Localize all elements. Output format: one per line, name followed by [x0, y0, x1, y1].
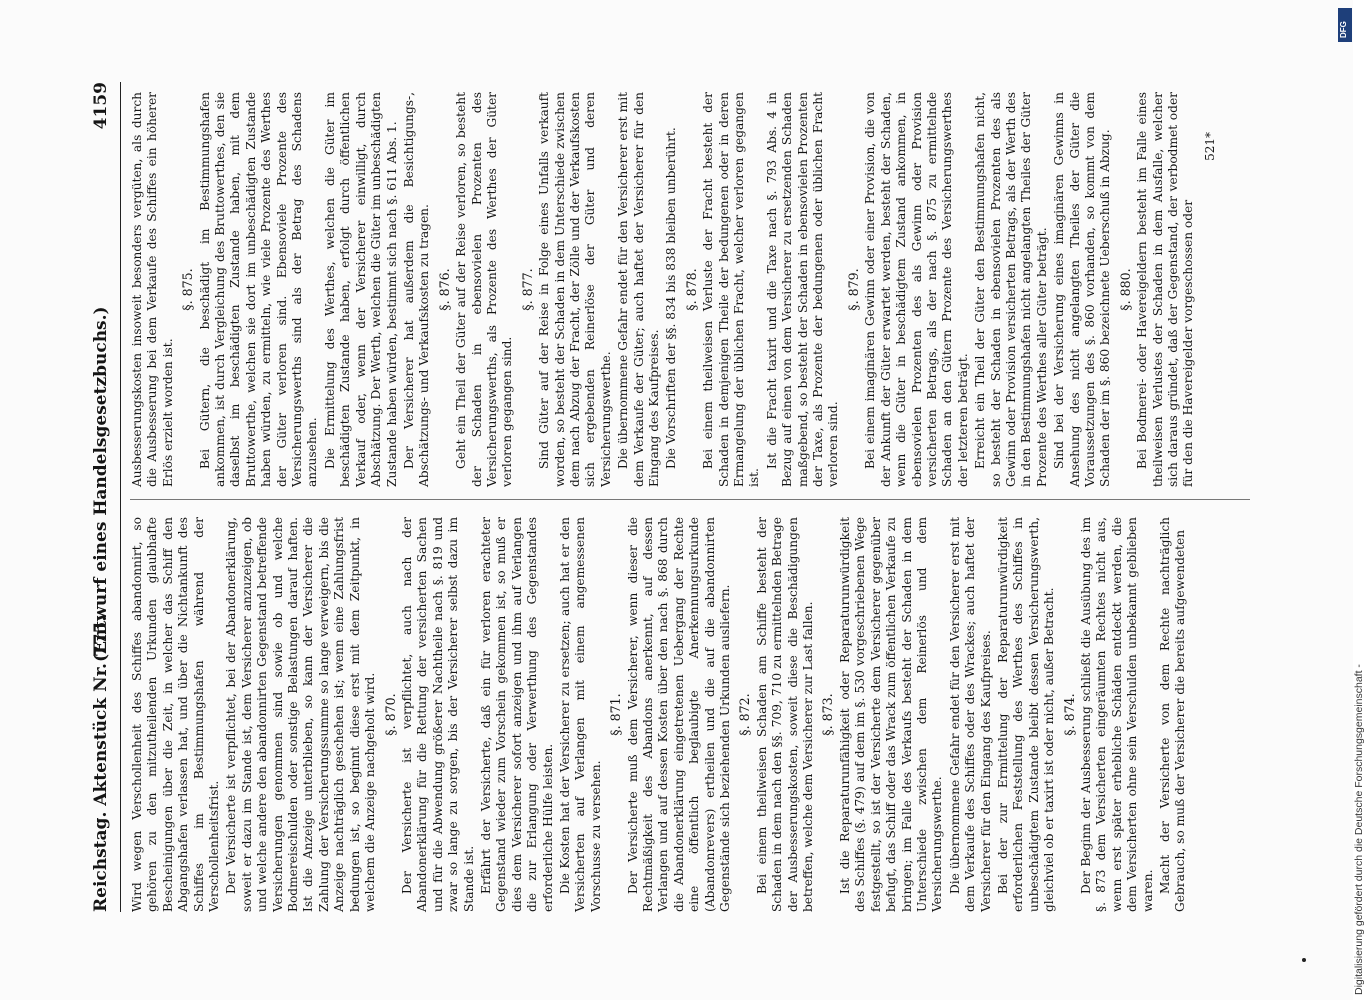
- paragraph: Bei einem theilweisen Verluste der Fracht besteht der Schaden in demjenigen Theile der bedungenen oder in deren Ermangelung der üblichen Fracht, welcher verloren gegangen ist.: [701, 92, 762, 487]
- scan-speck: [1302, 958, 1306, 962]
- column-divider: [130, 499, 1250, 500]
- paragraph: Die übernommene Gefahr endet für den Versicherer erst mit dem Verkaufe des Schiffes oder des Wrackes; auch haftet der Versicherer für den Eingang des Kaufpreises.: [947, 517, 993, 912]
- page-header: [90, 82, 130, 912]
- paragraph: Bei einem imaginären Gewinn oder einer Provision, die von der Ankunft der Güter erwartet werden, besteht der Schaden, wenn die Güter in beschädigtem Zustand ankommen, in ebensovielen Prozenten des als Gewinn oder Provision versicherten Betrags, als der nach §. 875 zu ermittelnde Schaden an den Gütern Prozente des Versicherungswerthes der letzteren beträgt.: [863, 92, 970, 487]
- section-heading: §. 875.: [180, 268, 196, 311]
- paragraph: Bei einem theilweisen Schaden am Schiffe besteht der Schaden in dem nach den §§. 709, 710 zu ermittelnden Betrage der Ausbesserungskosten, soweit diese die Beschädigungen betreffen, welche dem Versicherer zur Last fallen.: [754, 517, 816, 912]
- header-page-number: 4159: [91, 82, 111, 130]
- paragraph: Macht der Versicherte von dem Rechte nachträglich Gebrauch, so muß der Versicherer die bereits aufgewendeten: [1158, 517, 1188, 912]
- section-heading: §. 876.: [436, 268, 452, 311]
- section-heading: §. 879.: [845, 268, 861, 311]
- section-heading: §. 871.: [608, 693, 624, 736]
- digitization-sidebar: [1338, 20, 1365, 995]
- paragraph: Ist die Fracht taxirt und die Taxe nach §. 793 Abs. 4 in Bezug auf einen von dem Versicherer zu ersetzenden Schaden maßgebend, so besteht der Schaden in ebensovielen Prozenten der Taxe, als Prozente der bedungenen oder üblichen Fracht verloren sind.: [764, 92, 841, 487]
- section-heading: §. 874.: [1061, 693, 1077, 736]
- paragraph: Die Kosten hat der Versicherer zu ersetzen; auch hat er den Versicherten auf Verlangen mit einem angemessenen Vorschusse zu versehen.: [557, 517, 603, 912]
- section-heading: §. 870.: [382, 693, 398, 736]
- section-heading: §. 872.: [737, 693, 753, 736]
- digitization-credit: Digitalisierung gefördert durch die Deutsche Forschungsgemeinschaft -: [1353, 664, 1365, 995]
- paragraph: Erfährt der Versicherte, daß ein für verloren erachteter Gegenstand wieder zum Vorschein gekommen ist, so muß er dies dem Versicherer sofort anzeigen und ihm auf Verlangen die zur Erlangung oder Verwerthung des Gegenstandes erforderliche Hülfe leisten.: [478, 517, 555, 912]
- left-text-column: [130, 517, 1270, 912]
- header-document-title: (Entwurf eines Handelsgesetzbuchs.): [91, 306, 111, 662]
- paragraph: Geht ein Theil der Güter auf der Reise verloren, so besteht der Schaden in ebensovielen Prozenten des Versicherungswerths, als Prozente des Werthes der Güter verloren gegangen sind.: [454, 92, 515, 487]
- section-heading: §. 880.: [1117, 268, 1133, 311]
- paragraph: Bei der zur Ermittelung der Reparaturunwürdigkeit erforderlichen Feststellung des Werthes des Schiffes in unbeschädigtem Zustande bleibt dessen Versicherungswerth, gleichviel ob er taxirt ist oder nicht, außer Betracht.: [995, 517, 1057, 912]
- paragraph: Sind Güter auf der Reise in Folge eines Unfalls verkauft worden, so besteht der Schaden in dem Unterschiede zwischen dem nach Abzug der Fracht, der Zölle und der Verkaufskosten sich ergebenden Reinerlöse der Güter und deren Versicherungswerthe.: [537, 92, 613, 487]
- paragraph: Die Vorschriften der §§. 834 bis 838 bleiben unberührt.: [664, 127, 679, 469]
- paragraph: Bei Gütern, die beschädigt im Bestimmungshafen ankommen, ist durch Vergleichung des Bruttowerthes, den sie daselbst im beschädigten Zustande haben, mit dem Bruttowerthe, welchen sie dort im unbeschädigten Zustande haben würden, zu ermitteln, wie viele Prozente des Werthes der Güter verloren sind. Ebensoviele Prozente des Versicherungswerths sind als der Betrag des Schadens anzusehen.: [197, 92, 320, 487]
- section-heading: §. 877.: [519, 268, 535, 311]
- section-heading: §. 873.: [820, 693, 836, 736]
- paragraph: Der Beginn der Ausbesserung schließt die Ausübung des im §. 873 dem Versicherten eingeräumten Rechtes nicht aus, wenn erst später erhebliche Schäden entdeckt werden, die dem Versicherten ohne sein Verschulden unbekannt geblieben waren.: [1078, 517, 1155, 912]
- paragraph: Wird wegen Verschollenheit des Schiffes abandonnirt, so gehören zu den mitzutheilenden Urkunden glaubhafte Bescheinigungen über die Zeit, in welcher das Schiff den Abgangshafen verlassen hat, und über die Nichtankunft des Schiffes im Bestimmungshafen während der Verschollenheitsfrist.: [130, 517, 222, 912]
- paragraph: Sind bei der Versicherung eines imaginären Gewinns in Ansehung des nicht angelangten Theiles der Güter die Voraussetzungen des §. 860 vorhanden, so kommt von dem Schaden der im §. 860 bezeichnete Ueberschuß in Abzug.: [1052, 92, 1113, 487]
- header-rule: [120, 82, 121, 912]
- paragraph: Die Ermittelung des Werthes, welchen die Güter im beschädigten Zustande haben, erfolgt durch öffentlichen Verkauf oder, wenn der Versicherer einwilligt, durch Abschätzung. Der Werth, welchen die Güter im unbeschädigten Zustande haben würden, bestimmt sich nach §. 611 Abs. 1.: [322, 92, 399, 487]
- header-publication: Reichstag. Aktenstück Nr. 775.: [91, 615, 111, 912]
- paragraph: Erreicht ein Theil der Güter den Bestimmungshafen nicht, so besteht der Schaden in ebensovielen Prozenten des als Gewinn oder Provision versicherten Betrags, als der Werth des in den Bestimmungshafen nicht angelangten Theiles der Güter Prozente des Werthes aller Güter beträgt.: [973, 92, 1049, 487]
- paragraph: Die übernommene Gefahr endet für den Versicherer erst mit dem Verkaufe der Güter; auch haftet der Versicherer für den Eingang des Kaufpreises.: [616, 92, 661, 487]
- paragraph: Der Versicherte muß dem Versicherer, wenn dieser die Rechtmäßigkeit des Abandons anerkennt, auf dessen Verlangen und auf dessen Kosten über den nach §. 868 durch die Abandonerklärung eingetretenen Uebergang der Rechte eine öffentlich beglaubigte Anerkennungsurkunde (Abandonrevers) ertheilen und die auf die abandonnirten Gegenstände sich beziehenden Urkunden ausliefern.: [625, 517, 733, 912]
- dfg-logo: DFG: [1338, 8, 1352, 42]
- paragraph: Der Versicherer hat außerdem die Besichtigungs-, Abschätzungs- und Verkaufskosten zu tragen.: [401, 92, 432, 487]
- rotated-document-page: [90, 82, 1270, 912]
- section-heading: §. 878.: [683, 268, 699, 311]
- paragraph: Ist die Reparaturunfähigkeit oder Reparaturunwürdigkeit des Schiffes (§. 479) auf dem im §. 530 vorgeschriebenen Wege festgestellt, so ist der Versicherte dem Versicherer gegenüber befugt, das Schiff oder das Wrack zum öffentlichen Verkaufe zu bringen; im Falle des Verkaufs besteht der Schaden in dem Unterschiede zwischen dem Reinerlös und dem Versicherungswerthe.: [837, 517, 945, 912]
- paragraph: Bei Bodmerei- oder Havereigeldern besteht im Falle eines theilweisen Verlustes der Schaden in dem Ausfalle, welcher sich daraus gründet, daß der Gegenstand, der verbodmet oder für den die Havereigelder vorgeschossen oder: [1135, 92, 1196, 487]
- paragraph: Der Versicherte ist verpflichtet, auch nach der Abandonerklärung für die Rettung der versicherten Sachen und für die Abwendung größerer Nachtheile nach §. 819 und zwar so lange zu sorgen, bis der Versicherer selbst dazu im Stande ist.: [399, 517, 476, 912]
- signature-mark: 521*: [1202, 132, 1217, 161]
- paragraph: Der Versicherte ist verpflichtet, bei der Abandonerklärung, soweit er dazu im Stande ist, dem Versicherer anzuzeigen, ob und welche andere den abandonnirten Gegenstand betreffende Versicherungen genommen sind sowie ob und welche Bodmereischulden oder sonstige Belastungen darauf haften. Ist die Anzeige unterblieben, so kann der Versicherer die Zahlung der Versicherungssumme so lange verweigern, bis die Anzeige nachträglich geschehen ist; wenn eine Zahlungsfrist bedungen ist, so beginnt diese erst mit dem Zeitpunkt, in welchem die Anzeige nachgeholt wird.: [224, 517, 378, 912]
- right-text-column: [130, 92, 1270, 487]
- paragraph: Ausbesserungskosten insoweit besonders vergüten, als durch die Ausbesserung bei dem Verkaufe des Schiffes ein höherer Erlös erzielt worden ist.: [130, 92, 175, 487]
